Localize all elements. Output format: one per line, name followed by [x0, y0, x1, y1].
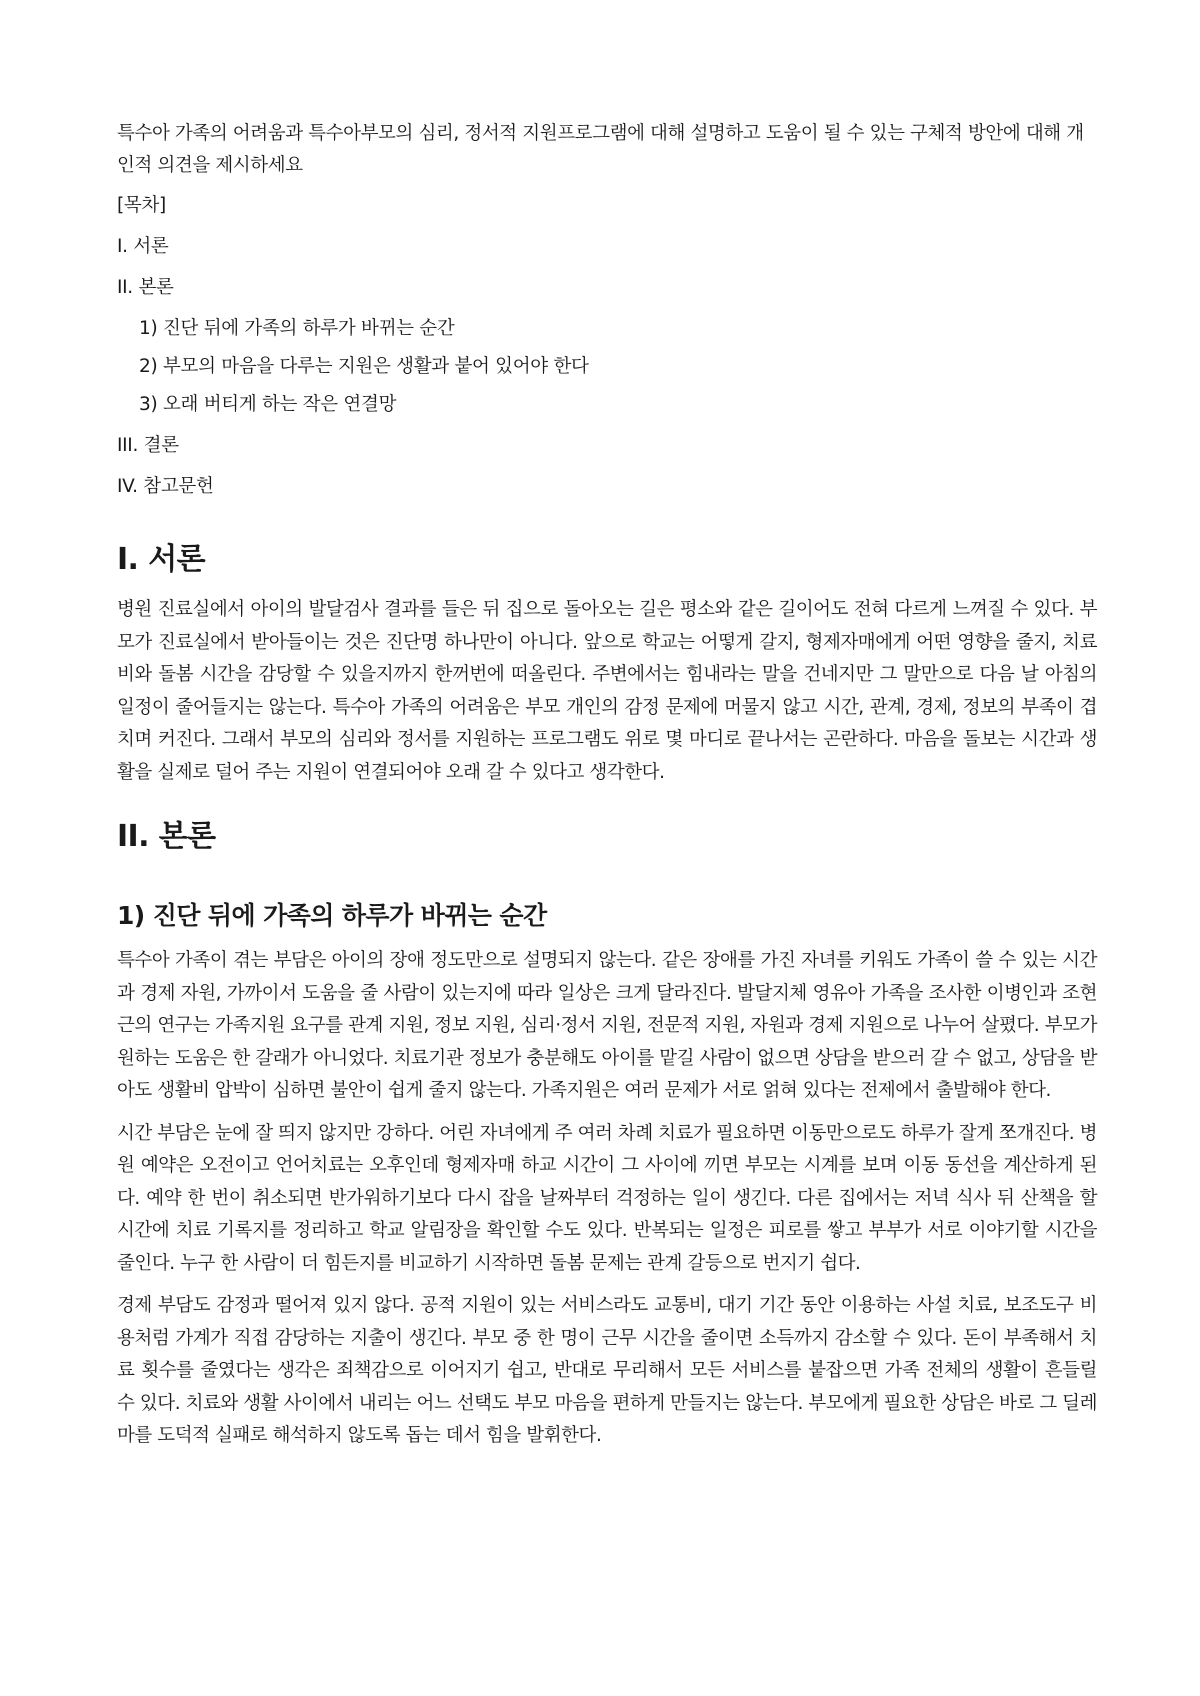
assignment-prompt: 특수아 가족의 어려움과 특수아부모의 심리, 정서적 지원프로그램에 대해 설명하고 도움이 될 수 있는 구체적 방안에 대해 개인적 의견을 제시하세요 — [117, 123, 1084, 176]
toc-item-intro: I. 서론 — [117, 236, 169, 257]
body-paragraph-3: 경제 부담도 감정과 떨어져 있지 않다. 공적 지원이 있는 서비스라도 교통비, 대기 기간 동안 이용하는 사설 치료, 보조도구 비용처럼 가계가 직접 감당하는 지출이 생긴다. 부모 중 한 명이 근무 시간을 줄이면 소득까지 감소할 수 있다. 돈이 부족해서 치료 횟수를 줄였다는 생각은 죄책감으로 이어지기 쉽고, 반대로 무리해서 모든 서비스를 붙잡으면 가족 전체의 생활이 흔들릴 수 있다. 치료와 생활 사이에서 내리는 어느 선택도 부모 마음을 편하게 만들지는 않는다. 부모에게 필요한 상담은 바로 그 딜레마를 도덕적 실패로 해석하지 않도록 돕는 데서 힘을 발휘한다. — [117, 1295, 1097, 1446]
intro-paragraph: 병원 진료실에서 아이의 발달검사 결과를 들은 뒤 집으로 돌아오는 길은 평소와 같은 길이어도 전혀 다르게 느껴질 수 있다. 부모가 진료실에서 받아들이는 것은 진단명 하나만이 아니다. 앞으로 학교는 어떻게 갈지, 형제자매에게 어떤 영향을 줄지, 치료비와 돌봄 시간을 감당할 수 있을지까지 한꺼번에 떠올린다. 주변에서는 힘내라는 말을 건네지만 그 말만으로 다음 날 아침의 일정이 줄어들지는 않는다. 특수아 가족의 어려움은 부모 개인의 감정 문제에 머물지 않고 시간, 관계, 경제, 정보의 부족이 겹치며 커진다. 그래서 부모의 심리와 정서를 지원하는 프로그램도 위로 몇 마디로 끝나서는 곤란하다. 마음을 돌보는 시간과 생활을 실제로 덜어 주는 지원이 연결되어야 오래 갈 수 있다고 생각한다. — [117, 599, 1097, 783]
section-title-body: II. 본론 — [117, 819, 216, 854]
toc-item-conclusion: III. 결론 — [117, 435, 179, 456]
section-title-intro: I. 서론 — [117, 542, 205, 577]
toc-heading: [목차] — [117, 195, 166, 216]
toc-item-references: IV. 참고문헌 — [117, 476, 214, 497]
body-paragraph-2: 시간 부담은 눈에 잘 띄지 않지만 강하다. 어린 자녀에게 주 여러 차례 치료가 필요하면 이동만으로도 하루가 잘게 쪼개진다. 병원 예약은 오전이고 언어치료는 오후인데 형제자매 하교 시간이 그 사이에 끼면 부모는 시계를 보며 이동 동선을 계산하게 된다. 예약 한 번이 취소되면 반가워하기보다 다시 잡을 날짜부터 걱정하는 일이 생긴다. 다른 집에서는 저녁 식사 뒤 산책을 할 시간에 치료 기록지를 정리하고 학교 알림장을 확인할 수도 있다. 반복되는 일정은 피로를 쌓고 부부가 서로 이야기할 시간을 줄인다. 누구 한 사람이 더 힘든지를 비교하기 시작하면 돌봄 문제는 관계 갈등으로 번지기 쉽다. — [117, 1122, 1097, 1274]
toc-subitem-3: 3) 오래 버티게 하는 작은 연결망 — [139, 394, 397, 415]
body-paragraph-1: 특수아 가족이 겪는 부담은 아이의 장애 정도만으로 설명되지 않는다. 같은 장애를 가진 자녀를 키워도 가족이 쓸 수 있는 시간과 경제 자원, 가까이서 도움을 줄 사람이 있는지에 따라 일상은 크게 달라진다. 발달지체 영유아 가족을 조사한 이병인과 조현근의 연구는 가족지원 요구를 관계 지원, 정보 지원, 심리·정서 지원, 전문적 지원, 자원과 경제 지원으로 나누어 살폈다. 부모가 원하는 도움은 한 갈래가 아니었다. 치료기관 정보가 충분해도 아이를 맡길 사람이 없으면 상담을 받으러 갈 수 없고, 상담을 받아도 생활비 압박이 심하면 불안이 쉽게 줄지 않는다. 가족지원은 여러 문제가 서로 얽혀 있다는 전제에서 출발해야 한다. — [117, 950, 1097, 1101]
toc-subitem-2: 2) 부모의 마음을 다루는 지원은 생활과 붙어 있어야 한다 — [139, 356, 589, 377]
toc-subitem-1: 1) 진단 뒤에 가족의 하루가 바뀌는 순간 — [139, 318, 455, 339]
table-of-contents — [117, 192, 1097, 500]
document-page — [117, 118, 1097, 1463]
subsection-title-1: 1) 진단 뒤에 가족의 하루가 바뀌는 순간 — [117, 901, 547, 930]
toc-item-body: II. 본론 — [117, 277, 174, 298]
